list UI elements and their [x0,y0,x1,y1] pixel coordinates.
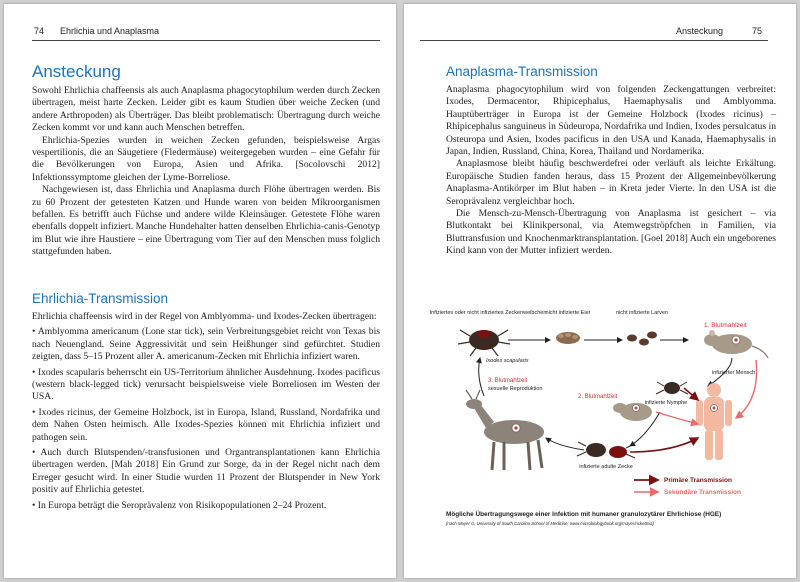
legend-secondary: Sekundäre Transmission [664,489,741,496]
paragraph: Anaplasmose bleibt häufig beschwerdefrei oder verläuft als leichte Erkältung. Europäische Studien fanden heraus, dass 15 Prozent der Allgemeinbevölkerung Anaplasma-Antikörper im Blut haben – in Kreta jeder Vierte. In den USA ist die Seroprävalenz vergleichbar hoch. [446,158,776,207]
legend-primary: Primäre Transmission [664,477,732,484]
label-nymph: infizierte Nymphe [644,400,688,406]
eggs-icon [556,332,580,344]
list-item: • Ixodes ricinus, der Gemeine Holzbock, ist in Europa, Island, Russland, Nordafrika und dem Nahen Osten heimisch. Alle Ixodes-Spezies können mit Ehrlichia infiziert und pathogen sein. [32,406,380,443]
paragraph: Nachgewiesen ist, dass Ehrlichia und Anaplasma durch Flöhe übertragen werden. Bis zu 60 Prozent der getesteten Katzen und Hunde waren von beiden Mikroorganismen befallen. Es betrifft auch Füchse und andere wilde Kleinsäuger. Getestete Flöhe waren ebenfalls doppelt infiziert. Manche Hundehalter hatten denselben Ehrlichia-canis-Genotyp im Blut wie ihre Haustiere – eine Übertragung vom Tier auf den Menschen muss folglich stattgefunden haben. [32,184,380,258]
section-body [32,85,380,259]
figure-caption-source: (nach Mayer G, University of South Carolina School of Medicine, www.microbiologybook.org/mayer/rickettsia) [446,521,654,526]
tick-female-icon [458,330,510,356]
deer-icon [466,390,544,470]
label-meal2: 2. Blutmahlzeit [578,394,618,400]
paragraph: Ehrlichia-Spezies wurden in weichen Zecken gefunden, beispielsweise Argas vespertilionis, die an Säugetiere (Fledermäuse) weitergegeben wurden – eine Gefahr für die Bevölkerungen von Europa, Asien und Afrika. [Socolovschi 2012] Infektionssymptome gleichen der Lyme-Borreliose. [32,134,380,183]
list-item: • Amblyomma americanum (Lone star tick), sein Verbreitungsgebiet reicht von Texas bis nach Neuengland. Seine Aggressivität und sein Heißhunger sind gefürchtet. Studien zeigten, dass 5–15 Prozent aller A. americanum-Zecken mit Ehrlichia infiziert waren. [32,326,380,363]
label-meal3: 3. Blutmahlzeit [488,378,528,384]
larvae-icon [627,332,657,346]
running-head: Ansteckung [676,26,724,36]
running-head: Ehrlichia und Anaplasma [60,26,160,36]
list-item: • Ixodes scapularis beherrscht ein US-Territorium ähnlicher Ausdehnung. Ixodes pacificus (western black-legged tick) verursacht beispielsweise viele Borreliosen im Westen der USA. [32,366,380,403]
arrow [656,412,698,424]
paragraph: Anaplasma phagocytophilum wird von folgenden Zeckengattungen verbreitet: Ixodes, Dermacentor, Rhipicephalus, Haemaphysalis und Amblyomma. Hauptüberträger in Europa ist der Gemeine Holzbock (Ixodes ricinus) – Rhipicephalus sanguineus in Südeuropa, Nordafrika und Indien, Ixodes persulcatus in Osteuropa und Asien, Ixodes pacificus in den USA und Kanada, Haemaphysalis in Japan, Indien, Russland, China, Korea, Thailand und Nordamerika. [446,84,776,158]
label-human: infizierter Mensch [712,370,756,376]
left-page [4,4,396,578]
section-body [446,84,776,258]
label-species: Ixodes scapularis [486,358,529,364]
paragraph: Die Mensch-zu-Mensch-Übertragung von Anaplasma ist gesichert – via Blutkontakt bei Klinikpersonal, via Atemwegströpfchen in Familien, via Bluttransfusion und Knochenmarktransplantation. [Goel 2018] Auch ein ungeborenes Kind kann von der Mutter infiziert werden. [446,208,776,257]
tick-nymph-icon [656,382,688,394]
label-infected-female: Infiziertes oder nicht infiziertes Zeckenweibchen [429,310,547,316]
transmission-figure [429,300,776,506]
subsection-body [32,311,380,512]
figure-legend [634,477,741,496]
label-meal1: 1. Blutmahlzeit [704,322,747,329]
header-rule [32,40,380,41]
subsection-title: Ehrlichia-Transmission [32,291,169,306]
list-item: • Auch durch Blutspenden/-transfusionen und Organtransplantationen kann Ehrlichia übertragen werden. [Mah 2018] Ein Grund zur Sorge, da in der Regel nicht nach dem Erreger gesucht wird. In einer Studie wurden 11 Prozent der Blutspender in New York positiv auf Ehrlichia getestet. [32,447,380,496]
label-larvae: nicht infizierte Larven [616,310,668,316]
right-page [404,4,796,578]
mouse-icon [613,403,652,421]
section-title: Ansteckung [32,62,121,81]
arrow [684,388,698,400]
arrow [546,438,584,450]
list-item: • In Europa beträgt die Seroprävalenz von Risikopopulationen 2–24 Prozent. [32,499,327,511]
arrow [736,360,757,418]
page-number: 75 [752,26,763,36]
page-number: 74 [34,26,45,36]
label-adult: infizierte adulte Zecke [579,464,633,470]
arrow [630,438,698,452]
paragraph: Sowohl Ehrlichia chaffeensis als auch Anaplasma phagocytophilum werden durch Zecken übertragen, meist harte Zecken. Leider gibt es kaum Studien über weiche Zecken (und andere Arthropoden) als Überträger. Das bleibt problematisch: Übertragung durch weiche Zecken kommt vor und kann auch Menschen betreffen. [32,85,380,134]
paragraph: Ehrlichia chaffeensis wird in der Regel von Amblyomma- und Ixodes-Zecken übertragen: [32,311,377,322]
section-title: Anaplasma-Transmission [446,64,598,79]
human-icon [696,383,732,460]
figure-caption: Mögliche Übertragungswege einer Infektion mit humaner granulozytärer Ehrlichiose (HGE) [446,511,722,518]
header-rule [420,40,768,41]
tick-adult-icon [577,442,635,458]
mouse-icon [704,330,768,358]
label-sexual: sexuelle Reproduktion [488,386,543,392]
label-eggs: nicht infizierte Eier [545,310,591,316]
